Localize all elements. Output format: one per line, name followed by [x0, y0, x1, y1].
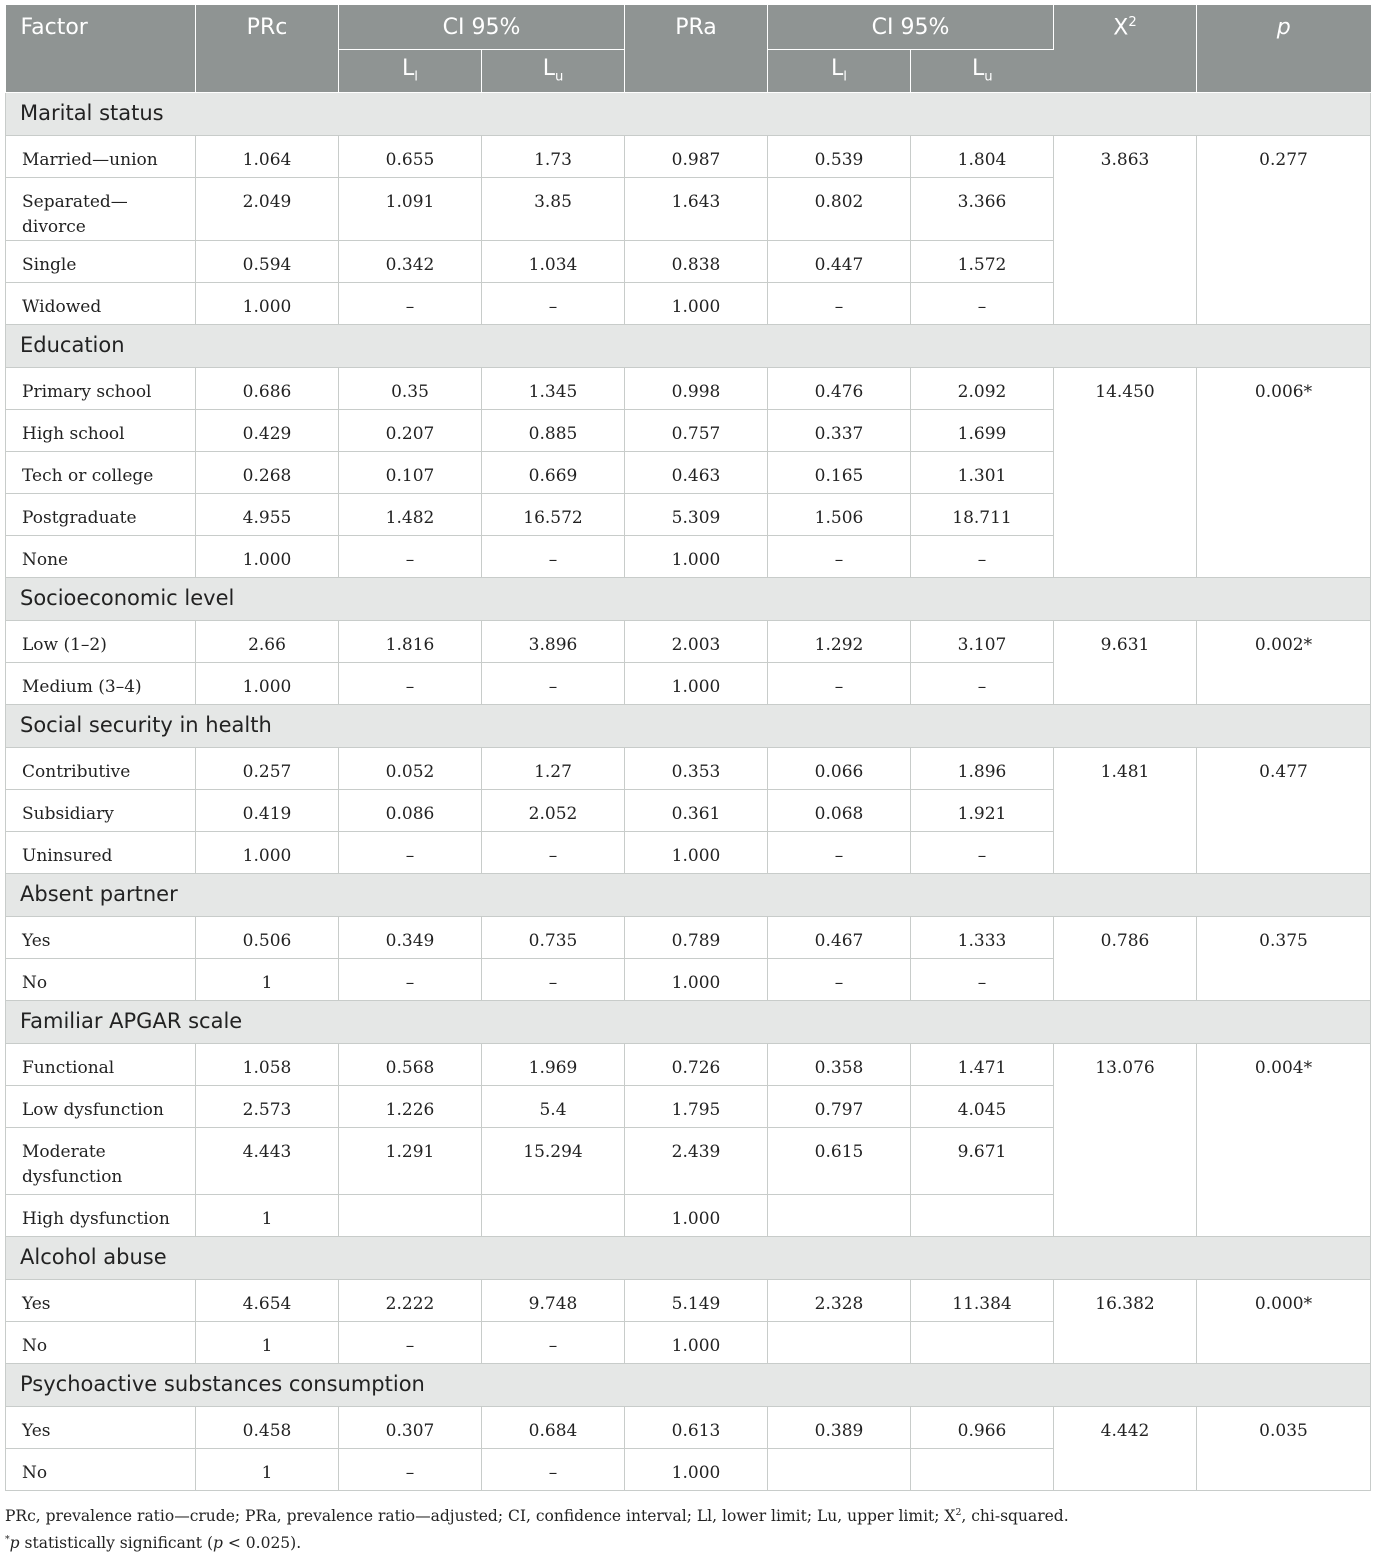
footnote-sig-end: < 0.025). — [222, 1533, 302, 1552]
cell-chi-squared: 9.631 — [1054, 620, 1197, 704]
cell-prc-ll: – — [339, 958, 482, 1000]
cell-pra-ll: 2.328 — [768, 1279, 911, 1321]
cell-prc-lu: 0.669 — [482, 451, 625, 493]
table-row — [6, 916, 1371, 958]
cell-pra: 1.000 — [625, 1194, 768, 1236]
cell-pra: 1.643 — [625, 177, 768, 240]
cell-prc-lu: 1.73 — [482, 135, 625, 177]
cell-chi-squared: 16.382 — [1054, 1279, 1197, 1363]
cell-pra-lu: 0.966 — [911, 1406, 1054, 1448]
cell-prc-lu: – — [482, 1321, 625, 1363]
cell-prc-lu: 9.748 — [482, 1279, 625, 1321]
cell-prc-ll: – — [339, 282, 482, 324]
cell-p-value: 0.375 — [1197, 916, 1371, 1000]
cell-prc-ll: 0.207 — [339, 409, 482, 451]
cell-pra-ll: 1.292 — [768, 620, 911, 662]
cell-prc-ll — [339, 1194, 482, 1236]
cell-pra: 1.000 — [625, 1448, 768, 1490]
table-row — [6, 1406, 1371, 1448]
cell-prc-lu: – — [482, 958, 625, 1000]
cell-prc-ll: 1.482 — [339, 493, 482, 535]
row-label: Tech or college — [6, 451, 196, 493]
cell-prc-lu: – — [482, 662, 625, 704]
cell-pra-lu: 1.471 — [911, 1043, 1054, 1085]
footnote-p: p — [9, 1533, 20, 1552]
header-adjusted-lower — [768, 49, 911, 92]
cell-pra-lu: – — [911, 662, 1054, 704]
cell-pra-lu: – — [911, 535, 1054, 577]
cell-p-value: 0.004* — [1197, 1043, 1371, 1236]
header-chi-squared-sup: 2 — [1128, 15, 1137, 30]
cell-pra-lu — [911, 1321, 1054, 1363]
header-ci-adjusted: CI 95% — [768, 5, 1054, 49]
cell-chi-squared: 3.863 — [1054, 135, 1197, 324]
section-title: Socioeconomic level — [6, 577, 1371, 620]
cell-pra-lu — [911, 1448, 1054, 1490]
row-label: Yes — [6, 1406, 196, 1448]
cell-pra: 1.795 — [625, 1085, 768, 1127]
cell-pra: 0.987 — [625, 135, 768, 177]
row-label: High school — [6, 409, 196, 451]
cell-pra-lu: 2.092 — [911, 367, 1054, 409]
header-crude-lower — [339, 49, 482, 92]
cell-pra-lu: 1.804 — [911, 135, 1054, 177]
cell-pra: 5.149 — [625, 1279, 768, 1321]
cell-pra-ll: 0.467 — [768, 916, 911, 958]
cell-prc-lu: 2.052 — [482, 789, 625, 831]
cell-prc-ll: 0.307 — [339, 1406, 482, 1448]
footnote-star: * — [5, 1533, 10, 1545]
row-label: Yes — [6, 1279, 196, 1321]
header-adjusted-upper-sub: u — [984, 69, 993, 85]
cell-prc: 1 — [196, 1194, 339, 1236]
row-label: Married—union — [6, 135, 196, 177]
table-row — [6, 1043, 1371, 1085]
footnote-abbrev-text: PRc, prevalence ratio—crude; PRa, prevalence ratio—adjusted; CI, confidence interval; Ll, lower limit; Lu, upper limit; X — [5, 1506, 956, 1525]
cell-prc: 1.064 — [196, 135, 339, 177]
row-label: No — [6, 1448, 196, 1490]
row-label: No — [6, 958, 196, 1000]
cell-pra-ll — [768, 1321, 911, 1363]
cell-pra-ll: 0.797 — [768, 1085, 911, 1127]
header-crude-upper — [482, 49, 625, 92]
cell-chi-squared: 4.442 — [1054, 1406, 1197, 1490]
cell-pra: 2.439 — [625, 1127, 768, 1194]
header-crude-upper-label: L — [542, 56, 555, 82]
cell-prc-ll: 0.052 — [339, 747, 482, 789]
cell-pra: 0.789 — [625, 916, 768, 958]
cell-prc-ll: – — [339, 831, 482, 873]
cell-pra-ll: 0.476 — [768, 367, 911, 409]
section-title: Psychoactive substances consumption — [6, 1363, 1371, 1406]
cell-pra-ll: 0.337 — [768, 409, 911, 451]
header-chi-squared-label: X — [1113, 15, 1129, 41]
header-crude-lower-label: L — [402, 56, 415, 82]
cell-pra: 0.838 — [625, 240, 768, 282]
cell-pra: 1.000 — [625, 1321, 768, 1363]
cell-pra-ll: 0.615 — [768, 1127, 911, 1194]
cell-pra: 2.003 — [625, 620, 768, 662]
cell-pra: 1.000 — [625, 662, 768, 704]
cell-pra-lu: 1.896 — [911, 747, 1054, 789]
cell-prc-lu: 1.034 — [482, 240, 625, 282]
cell-pra-ll — [768, 1448, 911, 1490]
cell-pra: 1.000 — [625, 831, 768, 873]
cell-prc: 0.429 — [196, 409, 339, 451]
row-label: Widowed — [6, 282, 196, 324]
cell-prc-ll: 1.816 — [339, 620, 482, 662]
cell-pra: 0.361 — [625, 789, 768, 831]
header-p-label: p — [1276, 15, 1291, 40]
cell-prc-ll: 0.655 — [339, 135, 482, 177]
footnote-abbrev-end: , chi-squared. — [961, 1506, 1069, 1525]
header-adjusted-lower-label: L — [831, 56, 844, 82]
section-header-row — [6, 1236, 1371, 1279]
cell-prc-lu: 16.572 — [482, 493, 625, 535]
cell-prc-ll: – — [339, 1448, 482, 1490]
cell-pra-lu: 3.366 — [911, 177, 1054, 240]
cell-chi-squared: 14.450 — [1054, 367, 1197, 577]
cell-prc-ll: 0.342 — [339, 240, 482, 282]
section-header-row — [6, 1363, 1371, 1406]
cell-prc: 0.594 — [196, 240, 339, 282]
cell-prc-lu: – — [482, 1448, 625, 1490]
cell-pra: 5.309 — [625, 493, 768, 535]
cell-prc-lu: 1.969 — [482, 1043, 625, 1085]
row-label: Medium (3–4) — [6, 662, 196, 704]
row-label: High dysfunction — [6, 1194, 196, 1236]
cell-prc: 1.058 — [196, 1043, 339, 1085]
cell-prc-ll: 2.222 — [339, 1279, 482, 1321]
header-chi-squared — [1054, 5, 1197, 92]
row-label: Contributive — [6, 747, 196, 789]
cell-prc: 0.506 — [196, 916, 339, 958]
section-header-row — [6, 92, 1371, 135]
cell-prc-ll: – — [339, 1321, 482, 1363]
cell-pra: 0.613 — [625, 1406, 768, 1448]
cell-prc-lu: 3.85 — [482, 177, 625, 240]
cell-prc-lu: 1.345 — [482, 367, 625, 409]
cell-prc-ll: 1.226 — [339, 1085, 482, 1127]
header-factor: Factor — [6, 5, 196, 92]
table-row — [6, 620, 1371, 662]
cell-p-value: 0.035 — [1197, 1406, 1371, 1490]
cell-prc: 2.573 — [196, 1085, 339, 1127]
cell-pra-ll: 0.802 — [768, 177, 911, 240]
section-title: Absent partner — [6, 873, 1371, 916]
table-header — [6, 5, 1371, 92]
cell-prc: 1 — [196, 958, 339, 1000]
cell-pra-ll: 0.539 — [768, 135, 911, 177]
cell-pra-ll: 1.506 — [768, 493, 911, 535]
footnote-p2: p — [213, 1533, 223, 1552]
cell-p-value: 0.277 — [1197, 135, 1371, 324]
header-crude-lower-sub: l — [414, 69, 418, 85]
cell-prc: 4.443 — [196, 1127, 339, 1194]
cell-pra: 1.000 — [625, 535, 768, 577]
cell-pra-ll: 0.066 — [768, 747, 911, 789]
row-label: Subsidiary — [6, 789, 196, 831]
cell-pra-ll: – — [768, 535, 911, 577]
cell-prc-lu: – — [482, 535, 625, 577]
section-header-row — [6, 1000, 1371, 1043]
table-row — [6, 1279, 1371, 1321]
cell-prc: 1.000 — [196, 662, 339, 704]
row-label: Separated—divorce — [6, 177, 196, 240]
cell-pra-lu: 11.384 — [911, 1279, 1054, 1321]
row-label: Primary school — [6, 367, 196, 409]
cell-prc: 1 — [196, 1321, 339, 1363]
row-label: Low dysfunction — [6, 1085, 196, 1127]
cell-prc: 0.458 — [196, 1406, 339, 1448]
cell-prc: 0.419 — [196, 789, 339, 831]
cell-pra-ll: – — [768, 831, 911, 873]
cell-pra-ll: 0.165 — [768, 451, 911, 493]
section-header-row — [6, 324, 1371, 367]
cell-prc-ll: 0.086 — [339, 789, 482, 831]
cell-prc: 1.000 — [196, 535, 339, 577]
cell-pra-ll: 0.389 — [768, 1406, 911, 1448]
footnotes — [5, 1501, 1370, 1555]
cell-prc: 0.686 — [196, 367, 339, 409]
cell-prc: 0.257 — [196, 747, 339, 789]
cell-prc-lu: 3.896 — [482, 620, 625, 662]
cell-pra-ll: 0.068 — [768, 789, 911, 831]
header-pra: PRa — [625, 5, 768, 92]
cell-pra-ll: 0.358 — [768, 1043, 911, 1085]
cell-prc-ll: – — [339, 662, 482, 704]
row-label: Moderate dysfunction — [6, 1127, 196, 1194]
cell-pra-lu: 1.333 — [911, 916, 1054, 958]
cell-pra-lu: 1.301 — [911, 451, 1054, 493]
footnote-significance — [5, 1528, 1370, 1555]
cell-pra: 0.353 — [625, 747, 768, 789]
row-label: Postgraduate — [6, 493, 196, 535]
section-title: Alcohol abuse — [6, 1236, 1371, 1279]
cell-pra-lu: 1.921 — [911, 789, 1054, 831]
cell-pra-lu: – — [911, 958, 1054, 1000]
header-adjusted-lower-sub: l — [843, 69, 847, 85]
cell-pra: 0.998 — [625, 367, 768, 409]
table-row — [6, 135, 1371, 177]
cell-prc-lu: 0.735 — [482, 916, 625, 958]
cell-p-value: 0.006* — [1197, 367, 1371, 577]
cell-prc: 1.000 — [196, 282, 339, 324]
cell-pra-lu — [911, 1194, 1054, 1236]
cell-pra-lu: – — [911, 282, 1054, 324]
cell-prc: 0.268 — [196, 451, 339, 493]
cell-prc: 2.049 — [196, 177, 339, 240]
cell-pra-lu: 3.107 — [911, 620, 1054, 662]
row-label: None — [6, 535, 196, 577]
cell-prc-ll: 0.35 — [339, 367, 482, 409]
table-row — [6, 747, 1371, 789]
cell-prc: 4.955 — [196, 493, 339, 535]
table-row — [6, 367, 1371, 409]
cell-prc-lu: 5.4 — [482, 1085, 625, 1127]
cell-prc-lu: – — [482, 831, 625, 873]
row-label: Uninsured — [6, 831, 196, 873]
cell-prc-ll: 0.568 — [339, 1043, 482, 1085]
section-header-row — [6, 704, 1371, 747]
row-label: Low (1–2) — [6, 620, 196, 662]
cell-pra-lu: 18.711 — [911, 493, 1054, 535]
cell-p-value: 0.000* — [1197, 1279, 1371, 1363]
cell-chi-squared: 13.076 — [1054, 1043, 1197, 1236]
cell-chi-squared: 0.786 — [1054, 916, 1197, 1000]
cell-pra-lu: 1.572 — [911, 240, 1054, 282]
footnote-abbreviations — [5, 1501, 1370, 1528]
header-p — [1197, 5, 1371, 92]
cell-prc-lu: – — [482, 282, 625, 324]
cell-pra-ll: – — [768, 282, 911, 324]
cell-chi-squared: 1.481 — [1054, 747, 1197, 873]
results-table — [5, 5, 1371, 1491]
cell-prc: 4.654 — [196, 1279, 339, 1321]
cell-pra-lu: – — [911, 831, 1054, 873]
cell-prc: 2.66 — [196, 620, 339, 662]
cell-prc-lu — [482, 1194, 625, 1236]
cell-prc-ll: – — [339, 535, 482, 577]
header-ci-crude: CI 95% — [339, 5, 625, 49]
section-title: Social security in health — [6, 704, 1371, 747]
table-container — [5, 5, 1370, 1555]
cell-prc-ll: 1.291 — [339, 1127, 482, 1194]
section-title: Familiar APGAR scale — [6, 1000, 1371, 1043]
footnote-sig-text: statistically significant ( — [19, 1533, 214, 1552]
cell-prc-lu: 1.27 — [482, 747, 625, 789]
section-header-row — [6, 577, 1371, 620]
cell-prc-lu: 15.294 — [482, 1127, 625, 1194]
cell-pra-ll — [768, 1194, 911, 1236]
table-body — [6, 92, 1371, 1490]
row-label: Functional — [6, 1043, 196, 1085]
section-header-row — [6, 873, 1371, 916]
cell-pra-lu: 1.699 — [911, 409, 1054, 451]
cell-pra: 1.000 — [625, 958, 768, 1000]
row-label: Single — [6, 240, 196, 282]
cell-pra: 0.726 — [625, 1043, 768, 1085]
header-adjusted-upper — [911, 49, 1054, 92]
cell-prc-lu: 0.885 — [482, 409, 625, 451]
cell-p-value: 0.002* — [1197, 620, 1371, 704]
cell-p-value: 0.477 — [1197, 747, 1371, 873]
cell-prc-ll: 0.349 — [339, 916, 482, 958]
header-crude-upper-sub: u — [554, 69, 564, 85]
row-label: Yes — [6, 916, 196, 958]
cell-pra-ll: – — [768, 662, 911, 704]
header-prc: PRc — [196, 5, 339, 92]
cell-pra: 0.463 — [625, 451, 768, 493]
cell-prc: 1 — [196, 1448, 339, 1490]
header-adjusted-upper-label: L — [971, 56, 985, 82]
cell-pra-lu: 4.045 — [911, 1085, 1054, 1127]
cell-prc: 1.000 — [196, 831, 339, 873]
cell-pra-ll: 0.447 — [768, 240, 911, 282]
footnote-abbrev-sup: 2 — [955, 1506, 962, 1518]
section-title: Marital status — [6, 92, 1371, 135]
row-label: No — [6, 1321, 196, 1363]
cell-prc-lu: 0.684 — [482, 1406, 625, 1448]
cell-pra-ll: – — [768, 958, 911, 1000]
section-title: Education — [6, 324, 1371, 367]
cell-prc-ll: 1.091 — [339, 177, 482, 240]
cell-pra: 1.000 — [625, 282, 768, 324]
cell-pra: 0.757 — [625, 409, 768, 451]
cell-pra-lu: 9.671 — [911, 1127, 1054, 1194]
cell-prc-ll: 0.107 — [339, 451, 482, 493]
